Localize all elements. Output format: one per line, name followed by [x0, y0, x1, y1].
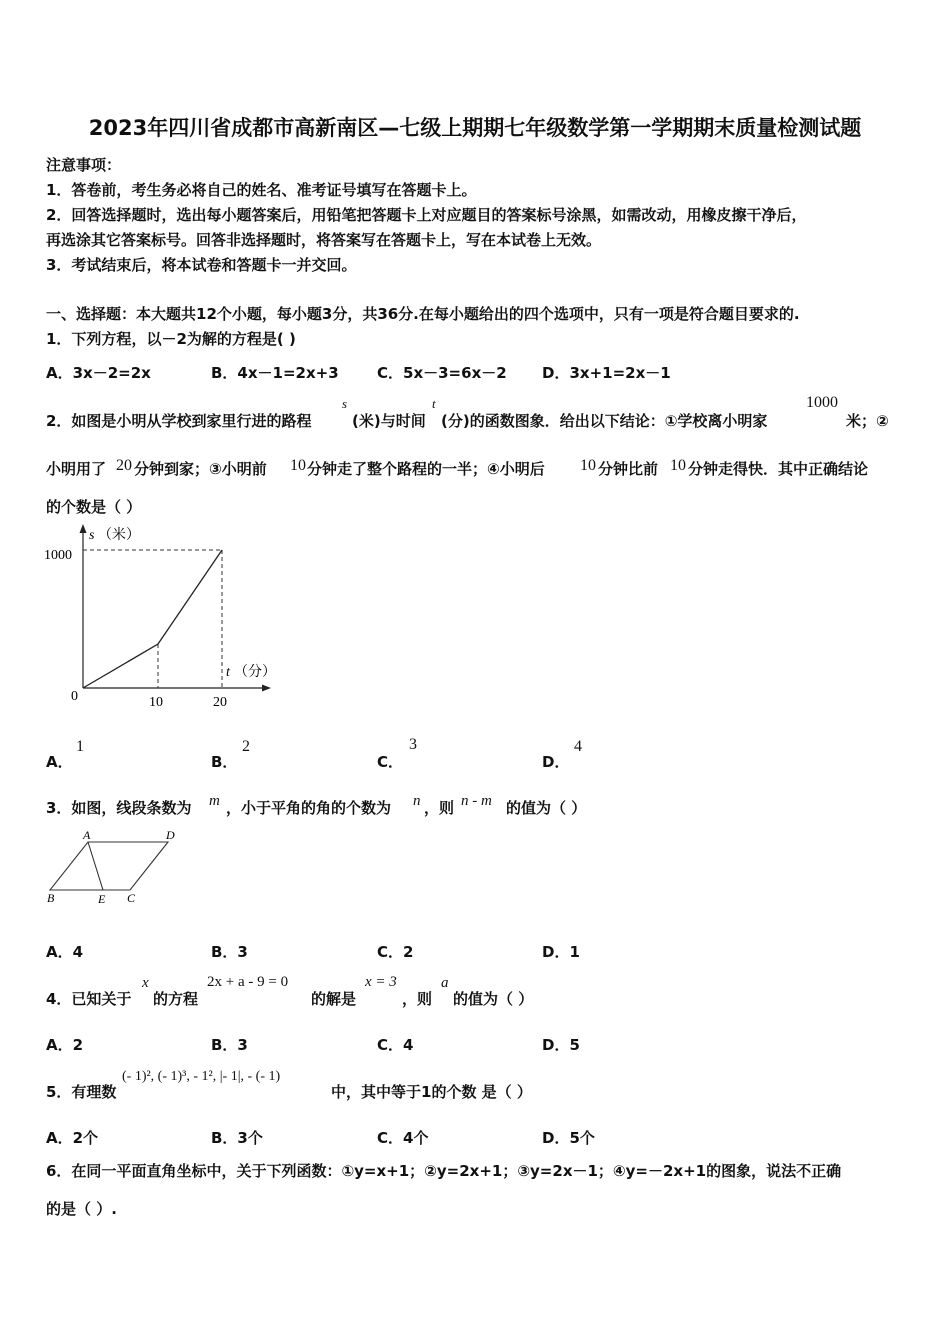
q3-option-c: C．2	[377, 943, 414, 961]
q4-equation: 2x + a - 9 = 0	[207, 974, 289, 990]
q2-var-s: s	[342, 396, 348, 411]
q2-value-1000: 1000	[806, 394, 838, 411]
notice-item-2a: 2．回答选择题时，选出每小题答案后，用铅笔把答题卡上对应题目的答案标号涂黑，如需改动，用橡皮擦干净后，	[46, 206, 807, 224]
q4-stem-part2: 的方程	[153, 990, 199, 1008]
q3-stem-part1: 3．如图，线段条数为	[46, 799, 192, 817]
q4-option-b: B．3	[211, 1036, 248, 1054]
q2-option-c-value: 3	[409, 736, 417, 753]
x-axis-unit: （分）	[234, 665, 276, 680]
q5-stem-part1: 5．有理数	[46, 1083, 117, 1101]
q2-option-a-value: 1	[76, 738, 84, 755]
q1-stem: 1．下列方程，以－2为解的方程是( )	[46, 330, 296, 348]
point-b-label: B	[47, 891, 55, 905]
q3-stem-part4: 的值为（ ）	[506, 799, 587, 817]
q2-line2-part2: 分钟到家；③小明前	[134, 460, 267, 478]
y-axis-var: s	[89, 528, 95, 543]
notice-item-2b: 再选涂其它答案标号。回答非选择题时，将答案写在答题卡上，写在本试卷上无效。	[46, 231, 602, 249]
q2-line2-part3: 分钟走了整个路程的一半；④小明后	[307, 460, 545, 478]
parallelogram-abcd	[50, 842, 168, 890]
q2-line2-part5: 分钟走得快．其中正确结论	[688, 460, 869, 478]
q2-value-10b: 10	[580, 457, 596, 474]
q2-line2-part1: 小明用了	[46, 460, 107, 478]
segment-ae	[88, 842, 103, 890]
q4-var-x: x	[142, 975, 149, 991]
q1-option-b: B．4x－1=2x+3	[211, 364, 339, 382]
q4-option-d: D．5	[542, 1036, 580, 1054]
q2-option-b-value: 2	[242, 738, 250, 755]
point-a-label: A	[83, 828, 91, 842]
point-c-label: C	[127, 891, 136, 905]
x-axis-var: t	[226, 665, 230, 680]
x-axis-arrow	[262, 685, 271, 692]
q2-option-b-label: B．	[211, 753, 238, 771]
q3-option-b: B．3	[211, 943, 248, 961]
q2-value-20: 20	[116, 457, 132, 474]
q4-stem-part1: 4．已知关于	[46, 990, 132, 1008]
q5-option-d: D．5个	[542, 1129, 595, 1147]
q2-line3: 的个数是（ ）	[46, 498, 142, 516]
y-axis-arrow	[80, 524, 87, 533]
x-tick-10: 10	[149, 695, 163, 710]
q4-stem-part4: ，则	[402, 990, 433, 1008]
q5-option-c: C．4个	[377, 1129, 429, 1147]
q2-stem-part2: (米)与时间	[352, 412, 426, 430]
q4-option-a: A．2	[46, 1036, 84, 1054]
y-tick-1000: 1000	[44, 548, 72, 563]
q1-option-d: D．3x+1=2x－1	[542, 364, 671, 382]
q2-var-t: t	[432, 396, 436, 411]
y-axis-unit: （米）	[98, 528, 140, 543]
notice-item-3: 3．考试结束后，将本试卷和答题卡一并交回。	[46, 256, 357, 274]
q5-option-a: A．2个	[46, 1129, 99, 1147]
q2-option-a-label: A．	[46, 753, 73, 771]
q5-option-b: B．3个	[211, 1129, 263, 1147]
section-heading: 一、选择题：本大题共12个小题，每小题3分，共36分.在每小题给出的四个选项中，只有一项是符合题目要求的.	[46, 305, 800, 323]
notice-heading: 注意事项：	[46, 156, 122, 174]
q3-stem-part3: ，则	[424, 799, 455, 817]
q4-option-c: C．4	[377, 1036, 414, 1054]
point-e-label: E	[98, 892, 106, 906]
q2-option-c-label: C．	[377, 753, 404, 771]
q4-stem-part3: 的解是	[311, 990, 357, 1008]
notice-item-1: 1．答卷前，考生务必将自己的姓名、准考证号填写在答题卡上。	[46, 181, 477, 199]
q2-option-d-label: D．	[542, 753, 570, 771]
q4-solution: x = 3	[365, 974, 397, 990]
q6-stem-line2: 的是（ ）.	[46, 1200, 117, 1218]
q5-stem-part2: 中，其中等于1的个数 是（ ）	[331, 1083, 532, 1101]
q3-stem-part2: ，小于平角的角的个数为	[226, 799, 392, 817]
q6-stem-line1: 6．在同一平面直角坐标中，关于下列函数：①y=x+1；②y=2x+1；③y=2x－1；④y=－2x+1的图象，说法不正确	[46, 1162, 842, 1180]
q3-option-a: A．4	[46, 943, 84, 961]
q3-expression: n - m	[461, 793, 492, 809]
point-d-label: D	[166, 828, 175, 842]
q2-stem-part4: 米；②	[846, 412, 889, 430]
q2-value-10c: 10	[670, 457, 686, 474]
q2-line2-part4: 分钟比前	[598, 460, 659, 478]
q2-distance-time-graph	[40, 520, 290, 715]
q3-var-m: m	[209, 793, 220, 809]
q2-stem-part3: (分)的函数图象．给出以下结论：①学校离小明家	[441, 412, 768, 430]
x-tick-20: 20	[213, 695, 227, 710]
q1-option-c: C．5x－3=6x－2	[377, 364, 507, 382]
q3-parallelogram-figure	[44, 826, 184, 908]
q3-option-d: D．1	[542, 943, 580, 961]
q2-value-10a: 10	[290, 457, 306, 474]
q4-stem-part5: 的值为（ ）	[453, 990, 534, 1008]
origin-label: 0	[71, 689, 78, 704]
q2-option-d-value: 4	[574, 738, 582, 755]
q4-var-a: a	[441, 975, 449, 991]
q3-var-n: n	[413, 793, 421, 809]
distance-line	[83, 550, 222, 688]
page-title: 2023年四川省成都市高新南区—七级上期期七年级数学第一学期期末质量检测试题	[88, 116, 862, 140]
q5-numbers: (- 1)², (- 1)³, - 1², |- 1|, - (- 1)	[122, 1069, 281, 1084]
q2-stem-part1: 2．如图是小明从学校到家里行进的路程	[46, 412, 312, 430]
q1-option-a: A．3x－2=2x	[46, 364, 151, 382]
